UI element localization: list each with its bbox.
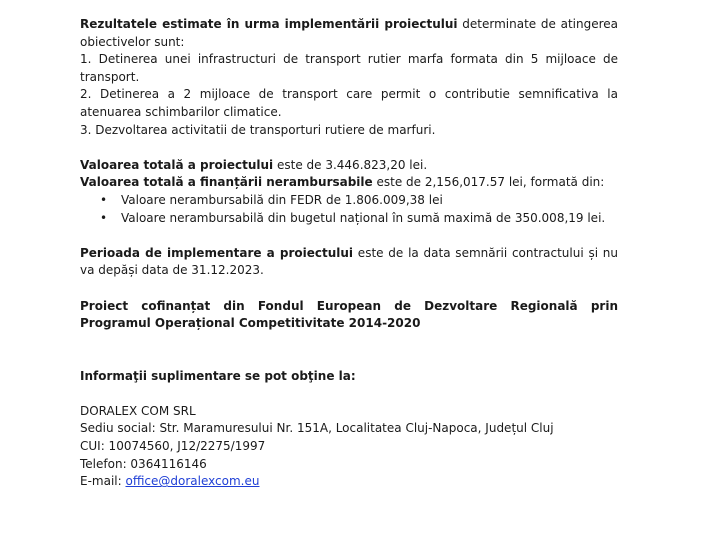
- info-heading: Informaţii suplimentare se pot obţine la:: [80, 368, 356, 383]
- grant-breakdown-list: [80, 192, 618, 227]
- company-name: DORALEX COM SRL: [80, 403, 196, 418]
- company-phone: Telefon: 0364116146: [80, 456, 207, 471]
- results-paragraph: [80, 16, 618, 51]
- company-cui: CUI: 10074560, J12/2275/1997: [80, 439, 266, 454]
- bullet-icon: •: [100, 192, 108, 207]
- fedr-amount: Valoare nerambursabilă din FEDR de 1.806.009,38 lei: [121, 192, 443, 207]
- result-item-3: 3. Dezvoltarea activitatii de transporturi rutiere de marfuri.: [80, 122, 436, 137]
- total-value-text: este de 3.446.823,20 lei.: [273, 157, 428, 172]
- cofinance-statement: Proiect cofinanțat din Fondul European de Dezvoltare Regională prin Programul Operațional Competitivitate 2014-2020: [80, 298, 618, 331]
- company-address: Sediu social: Str. Maramuresului Nr. 151A, Localitatea Cluj-Napoca, Județul Cluj: [80, 421, 554, 436]
- period-label: Perioada de implementare a proiectului: [80, 245, 354, 260]
- grant-value-text: este de 2,156,017.57 lei, formată din:: [372, 175, 605, 190]
- bullet-icon: •: [100, 210, 108, 225]
- email-label: E-mail:: [80, 474, 126, 489]
- period-text: este de la data semnării contractului și nu va depăși data de 31.12.2023.: [80, 245, 619, 278]
- list-item: [80, 192, 618, 210]
- email-link[interactable]: office@doralexcom.eu: [125, 474, 260, 489]
- grant-value-label: Valoarea totală a finanțării nerambursabile: [80, 175, 373, 190]
- grant-value-line: [80, 174, 618, 192]
- company-email-line: [80, 473, 618, 491]
- document-page: [80, 16, 618, 491]
- national-budget-amount: Valoare nerambursabilă din bugetul național în sumă maximă de 350.008,19 lei.: [121, 210, 606, 225]
- result-item-1: 1. Detinerea unei infrastructuri de transport rutier marfa formata din 5 mijloace de transport.: [80, 52, 618, 84]
- result-item-2: 2. Detinerea a 2 mijloace de transport care permit o contributie semnificativa la atenuarea schimbarilor climatice.: [80, 87, 618, 119]
- results-intro: determinate de atingerea obiectivelor sunt:: [80, 17, 619, 49]
- results-heading: Rezultatele estimate în urma implementării proiectului: [80, 17, 458, 31]
- implementation-period: [80, 245, 618, 280]
- total-value-label: Valoarea totală a proiectului: [80, 157, 274, 172]
- list-item: [80, 210, 618, 228]
- total-value-line: [80, 157, 618, 175]
